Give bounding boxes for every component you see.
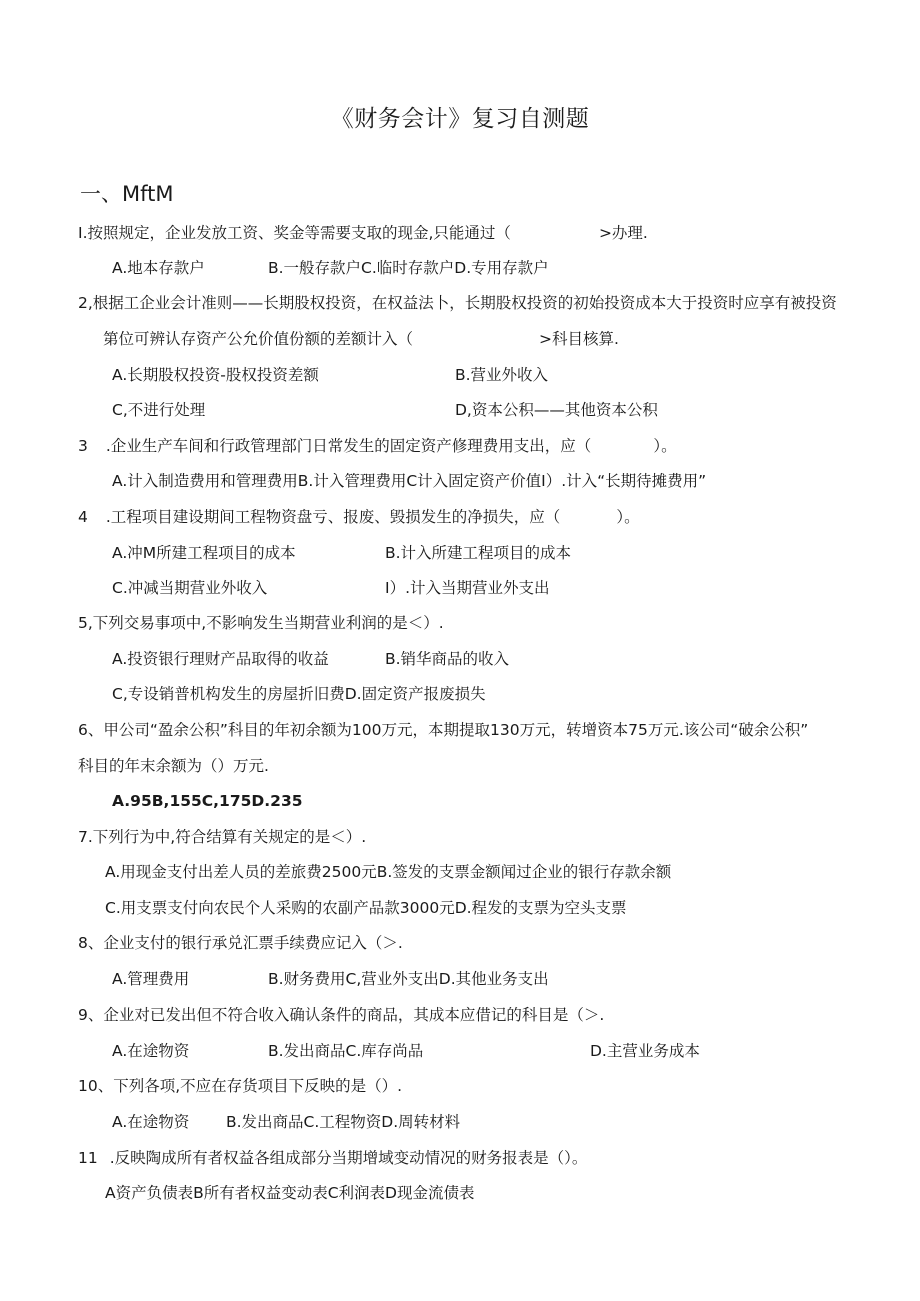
question-7-options-cd: C.用支票支付向农民个人采购的农副产品款3000元D.程发的支票为空头支票: [105, 899, 627, 917]
question-5-option-b: B.销华商品的收入: [385, 650, 510, 668]
question-11-stem: [78, 1147, 587, 1169]
question-1-stem-end: >办理.: [598, 224, 648, 242]
question-4-stem: [78, 506, 640, 528]
question-8-stem: 8、企业支付的银行承兑汇票手续费应记入（＞.: [78, 934, 403, 952]
question-7-stem: 7.下列行为中,符合结算有关规定的是＜）.: [78, 828, 367, 846]
question-5-option-a: A.投资银行理财产品取得的收益: [112, 650, 329, 668]
question-8-option-a: A.管理费用: [112, 970, 190, 988]
question-2-option-c: C,不进行处理: [112, 401, 206, 419]
question-11-options: A资产负债表B所有者权益变动表C利润表D现金流债表: [105, 1184, 475, 1202]
question-2-option-a: A.长期股权投资-股权投资差额: [112, 366, 319, 384]
question-4-number: 4: [78, 508, 88, 526]
question-6-options: A.95B,155C,175D.235: [112, 792, 303, 810]
question-7-options-ab: A.用现金支付出差人员的差旅费2500元B.签发的支票金额闻过企业的银行存款余额: [105, 863, 672, 881]
question-3-stem-text: .企业生产车间和行政管理部门日常发生的固定资产修理费用支出，应（: [105, 437, 592, 455]
question-11-stem-text: .反映陶成所有者权益各组成部分当期增域变动情况的财务报表是（）。: [109, 1149, 588, 1167]
question-3-options: A.计入制造费用和管理费用B.计入管理费用C计入固定资产价值I）.计入“长期待摊费用”: [112, 472, 707, 490]
question-4-stem-end: ）。: [616, 508, 640, 526]
question-9-options-bc: B.发出商品C.库存尚品: [268, 1042, 424, 1060]
question-3-number: 3: [78, 437, 88, 455]
document-title: 《财务会计》复习自测题: [330, 106, 590, 132]
question-1-options-bcd: B.一般存款户C.临时存款户D.专用存款户: [268, 259, 549, 277]
question-2-option-d: D,资本公积——其他资本公积: [455, 401, 658, 419]
question-9-stem: 9、企业对已发出但不符合收入确认条件的商品，其成本应借记的科目是（＞.: [78, 1006, 605, 1024]
question-10-option-a: A.在途物资: [112, 1113, 190, 1131]
question-4-option-d: I）.计入当期营业外支出: [385, 579, 550, 597]
question-4-option-b: B.计入所建工程项目的成本: [385, 544, 572, 562]
question-6-stem-line2: 科目的年末余额为（）万元.: [78, 757, 269, 775]
question-11-number: 11: [78, 1149, 98, 1167]
question-3-stem-end: ）。: [653, 437, 677, 455]
question-2-option-b: B.营业外收入: [455, 366, 549, 384]
question-5-stem: 5,下列交易事项中,不影响发生当期营业利润的是＜）.: [78, 614, 444, 632]
question-2-stem-line2-text: 第位可辨认存资产公允价值份额的差额计入（: [103, 330, 414, 348]
question-1-stem: [78, 222, 648, 244]
question-4-stem-text: .工程项目建设期间工程物资盘亏、报废、毁损发生的净损失，应（: [105, 508, 561, 526]
question-2-stem-line2: [103, 328, 619, 350]
question-3-stem: [78, 435, 677, 457]
question-10-options-bcd: B.发出商品C.工程物资D.周转材料: [226, 1113, 461, 1131]
question-9-option-d: D.主营业务成本: [590, 1042, 700, 1060]
question-9-option-a: A.在途物资: [112, 1042, 190, 1060]
question-2-stem-line2-end: >科目核算.: [539, 330, 619, 348]
question-1-option-a: A.地本存款户: [112, 259, 205, 277]
question-2-stem-line1: 2,根据工企业会计准则——长期股权投资，在权益法卜，长期股权投资的初始投资成本大于投资时应享有被投资: [78, 294, 837, 312]
question-5-options-cd: C,专设销普机构发生的房屋折旧费D.固定资产报废损失: [112, 685, 486, 703]
section-heading: 一、MftM: [80, 182, 174, 206]
question-8-options-bcd: B.财务费用C,营业外支出D.其他业务支出: [268, 970, 549, 988]
question-10-stem: 10、下列各项,不应在存货项目下反映的是（）.: [78, 1077, 403, 1095]
question-4-option-a: A.冲M所建工程项目的成本: [112, 544, 296, 562]
question-4-option-c: C.冲减当期营业外收入: [112, 579, 268, 597]
question-6-stem-line1: 6、甲公司“盈余公积”科目的年初余额为100万元，本期提取130万元，转增资本75万元.该公司“破余公积”: [78, 721, 809, 739]
question-1-stem-text: I.按照规定，企业发放工资、奖金等需要支取的现金,只能通过（: [78, 224, 511, 242]
